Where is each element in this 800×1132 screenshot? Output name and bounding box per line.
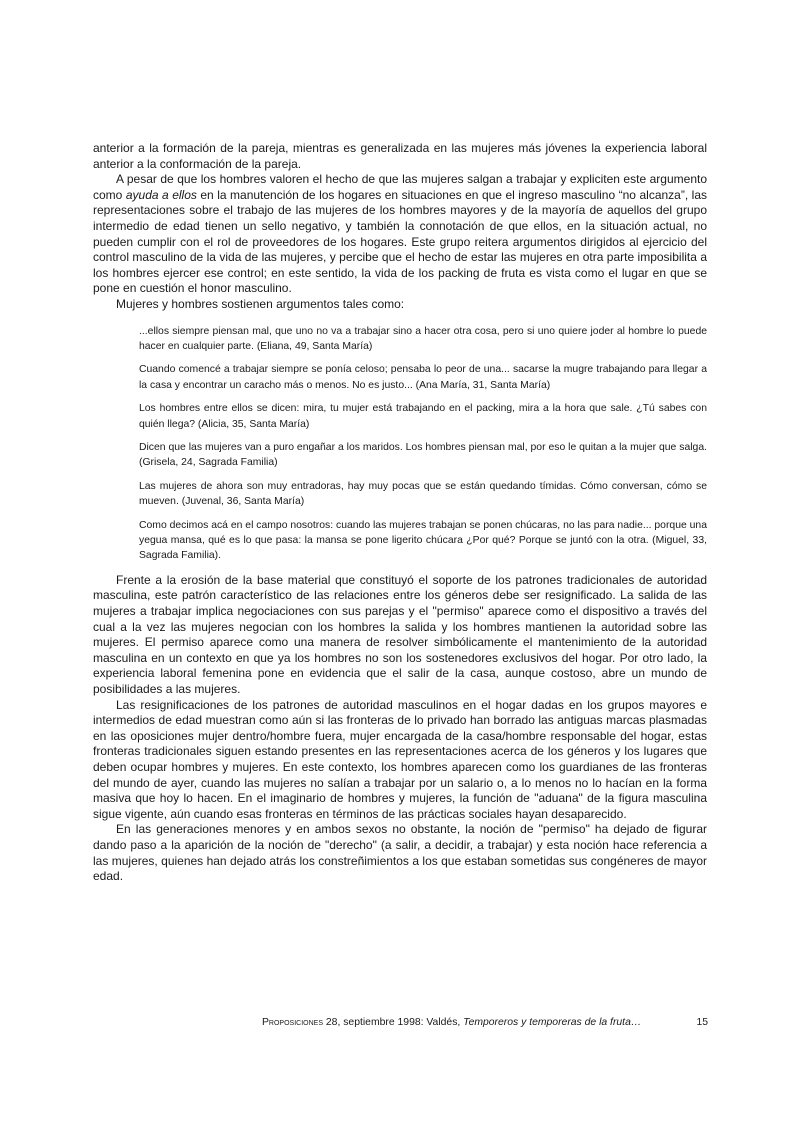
paragraph-2 bbox=[93, 172, 707, 297]
quote-3: Los hombres entre ellos se dicen: mira, tu mujer está trabajando en el packing, mira a la hora que sale. ¿Tú sabes con quién llega? (Alicia, 35, Santa María) bbox=[139, 403, 707, 430]
quote-5: Las mujeres de ahora son muy entradoras, hay muy pocas que se están quedando tímidas. Cómo conversan, cómo se mueven. (Juvenal, 36, Santa María) bbox=[139, 480, 707, 508]
paragraph-2-part-b: en la manutención de los hogares en situaciones en que el ingreso masculino “no alcanza”, las representaciones sobre el trabajo de las mujeres de los hombres mayores y de la mayoría de aquellos del grupo intermedio de edad tienen un sello negativo, y también la connotación de que ellos, en la situación actual, no pueden cumplir con el rol de proveedores de los hogares. Este grupo reitera argumentos dirigidos al ejercicio del control masculino de la vida de las mujeres, y percibe que el hecho de estar las mujeres en otra parte imposibilita a los hombres ejercer ese control; en este sentido, la vida de los packing de fruta es vista como el lugar en que se pone en cuestión el honor masculino. bbox=[93, 187, 707, 296]
article-title: Temporeros y temporeras de la fruta… bbox=[463, 1017, 642, 1028]
issue-info: 28, septiembre 1998: Valdés, bbox=[323, 1017, 464, 1028]
document-body bbox=[93, 141, 707, 885]
quote-1: ...ellos siempre piensan mal, que uno no va a trabajar sino a hacer otra cosa, pero si uno quiere joder al hombre lo puede hacer en cualquier parte. (Eliana, 49, Santa María) bbox=[139, 325, 707, 352]
paragraph-4: Frente a la erosión de la base material que constituyó el soporte de los patrones tradicionales de autoridad masculina, este patrón característico de las relaciones entre los géneros debe ser resignificado. La salida de las mujeres a trabajar implica negociaciones con sus parejas y el "permiso" aparece como el dispositivo a través del cual a la vez las mujeres negocian con los hombres la salida y los hombres mantienen la autoridad sobre las mujeres. El permiso aparece como una manera de resolver simbólicamente el mantenimiento de la autoridad masculina en un contexto en que ya los hombres no son los sostenedores exclusivos del hogar. Por otro lado, la experiencia laboral femenina pone en evidencia que el salir de la casa, aunque costoso, abre un mundo de posibilidades a las mujeres. bbox=[93, 572, 707, 696]
paragraph-5: Las resignificaciones de los patrones de autoridad masculinos en el hogar dadas en los grupos mayores e intermedios de edad muestran como aún si las fronteras de lo privado han borrado las antiguas marcas plasmadas en las oposiciones mujer dentro/hombre fuera, mujer encargada de la casa/hombre responsable del hogar, estas fronteras tradicionales siguen estando presentes en las representaciones acerca de los géneros y los lugares que deben ocupar hombres y mujeres. En este contexto, los hombres aparecen como los guardianes de las fronteras del mundo de ayer, cuando las mujeres no salían a trabajar por un salario o, a lo menos no lo hacían en la forma masiva que hoy lo hacen. En el imaginario de hombres y mujeres, la función de "aduana" de la figura masculina sigue vigente, aún cuando esas fronteras en términos de las prácticas sociales hayan desaparecido. bbox=[93, 697, 707, 821]
paragraph-2-emphasis: ayuda a ellos bbox=[125, 187, 197, 202]
paragraph-6: En las generaciones menores y en ambos sexos no obstante, la noción de "permiso" ha dejado de figurar dando paso a la aparición de la noción de "derecho" (a salir, a decidir, a trabajar) y esta noción hace referencia a las mujeres, quienes han dejado atrás los constreñimientos a los que estaban sometidas sus congéneres de mayor edad. bbox=[93, 822, 707, 884]
page-number: 15 bbox=[696, 1017, 708, 1028]
quote-4: Dicen que las mujeres van a puro engañar a los maridos. Los hombres piensan mal, por eso le quitan a la mujer que salga. (Grisela, 24, Sagrada Familia) bbox=[139, 441, 707, 469]
quote-6: Como decimos acá en el campo nosotros: cuando las mujeres trabajan se ponen chúcaras, no las para nadie... porque una yegua mansa, qué es lo que pasa: la mansa se pone ligerito chúcara ¿Por qué? Porque se juntó con la otra. (Miguel, 33, Sagrada Familia). bbox=[139, 519, 707, 562]
page-footer bbox=[262, 1016, 708, 1029]
quote-2: Cuando comencé a trabajar siempre se ponía celoso; pensaba lo peor de una... sacarse la mugre trabajando para llegar a la casa y encontrar un caracho más o menos. No es justo... (Ana María, 31, Santa María) bbox=[139, 364, 707, 391]
interview-quotes bbox=[139, 324, 707, 564]
journal-name: Proposiciones bbox=[262, 1017, 323, 1028]
paragraph-1: anterior a la formación de la pareja, mientras es generalizada en las mujeres más jóvenes la experiencia laboral anterior a la conformación de la pareja. bbox=[93, 141, 707, 171]
paragraph-3: Mujeres y hombres sostienen argumentos tales como: bbox=[116, 296, 405, 311]
paragraph-2-part-a: A pesar de que los hombres valoren el hecho de que las mujeres salgan a trabajar y expliciten este argumento como bbox=[93, 172, 707, 202]
